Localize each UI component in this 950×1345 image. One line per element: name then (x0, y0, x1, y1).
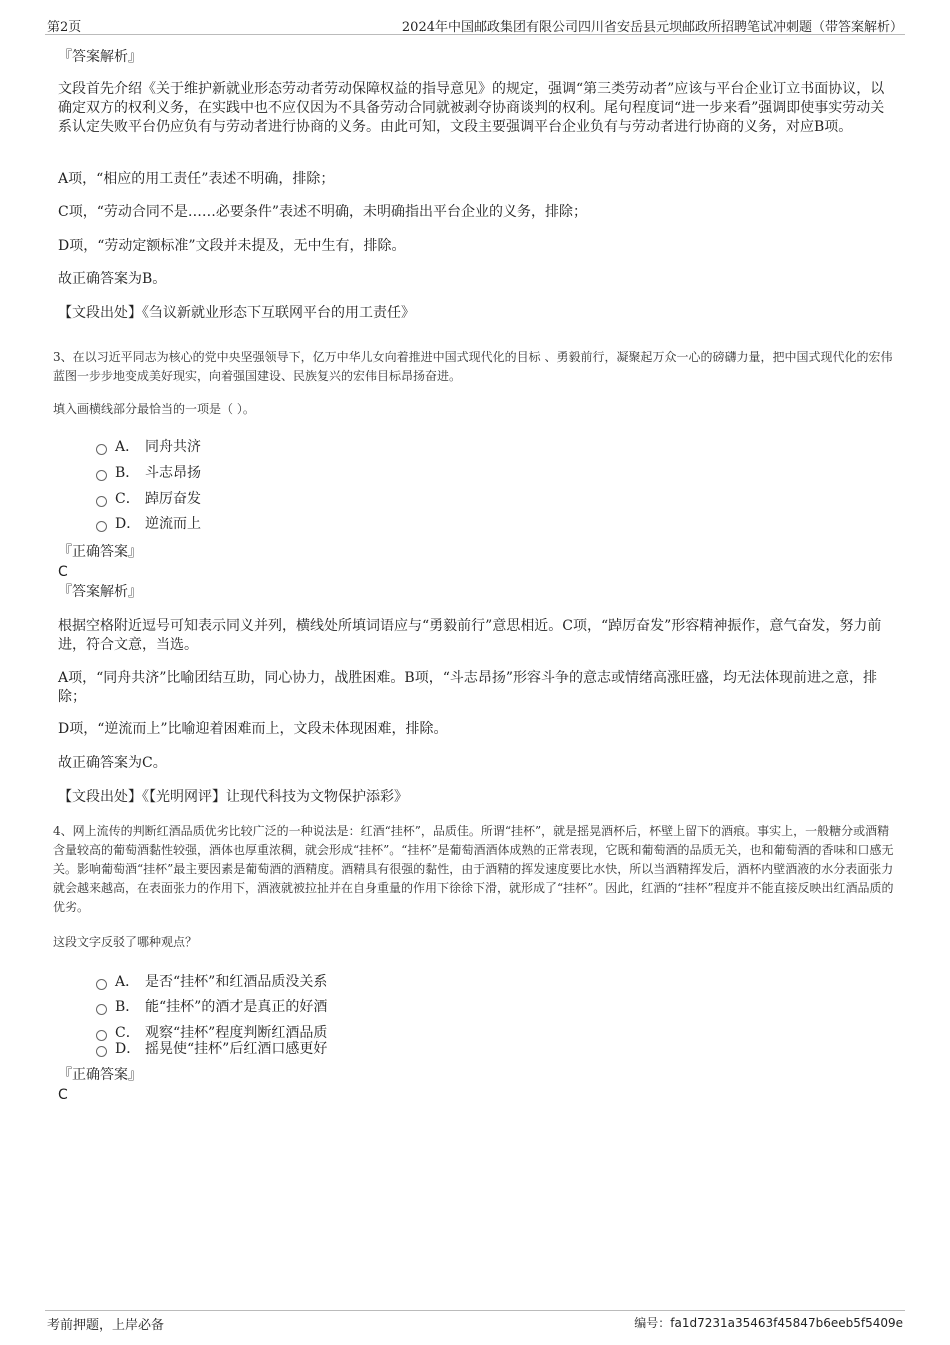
q3-conclusion: 故正确答案为C。 (58, 755, 167, 771)
q3-analysis-options-ab: A项，“同舟共济”比喻团结互助，同心协力，战胜困难。B项，“斗志昂扬”形容斗争的意志或情绪高涨旺盛，均无法体现前进之意，排除； (58, 670, 878, 705)
q3-answer-label: 『正确答案』 (58, 544, 142, 560)
footer-slogan: 考前押题，上岸必备 (47, 1318, 165, 1333)
q3-option-d[interactable]: D． 逆流而上 (96, 514, 201, 534)
q4-option-b[interactable]: B． 能“挂杯”的酒才是真正的好酒 (96, 997, 327, 1017)
q3-stem: 3、在以习近平同志为核心的党中央坚强领导下，亿万中华儿女向着推进中国式现代化的目标 、勇毅前行，凝聚起万众一心的磅礴力量，把中国式现代化的宏伟蓝图一步步地变成美好现实，向着强国建设、民族复兴的宏伟目标昂扬奋进。 (53, 350, 893, 383)
q2-analysis-option-a: A项，“相应的用工责任”表述不明确，排除； (58, 171, 335, 187)
radio-icon[interactable] (96, 444, 107, 455)
document-code: 编号：fa1d7231a35463f45847b6eeb5f5409e (634, 1316, 903, 1330)
q3-question: 填入画横线部分最恰当的一项是（ ）。 (53, 402, 255, 416)
q4-option-c[interactable]: C． 观察“挂杯”程度判断红酒品质 (96, 1023, 327, 1043)
radio-icon[interactable] (96, 979, 107, 990)
q3-option-b[interactable]: B． 斗志昂扬 (96, 463, 201, 483)
radio-icon[interactable] (96, 1046, 107, 1057)
radio-icon[interactable] (96, 470, 107, 481)
q2-analysis-label: 『答案解析』 (58, 49, 142, 65)
q4-answer-label: 『正确答案』 (58, 1067, 142, 1083)
q4-answer: C (58, 1087, 68, 1103)
q2-source: 【文段出处】《刍议新就业形态下互联网平台的用工责任》 (58, 305, 415, 321)
q2-analysis-option-d: D项，“劳动定额标准”文段并未提及，无中生有，排除。 (58, 238, 406, 254)
q3-option-c[interactable]: C． 踔厉奋发 (96, 489, 201, 509)
q3-option-a[interactable]: A． 同舟共济 (96, 437, 201, 457)
q4-stem: 4、网上流传的判断红酒品质优劣比较广泛的一种说法是：红酒“挂杯”，品质佳。所谓“挂杯”，就是摇晃酒杯后，杯壁上留下的酒痕。事实上，一般糖分或酒精含量较高的葡萄酒黏性较强，酒体也厚重浓稠，就会形成“挂杯”。“挂杯”是葡萄酒酒体成熟的正常表现，它既和葡萄酒的品质无关，也和葡萄酒的香味和口感无关。影响葡萄酒“挂杯”最主要因素是葡萄酒的酒精度。酒精具有很强的黏性，由于酒精的挥发速度要比水快，所以当酒精挥发后，酒杯内壁酒液的水分表面张力就会越来越高，在表面张力的作用下，酒液就被拉扯并在自身重量的作用下徐徐下滑，就形成了“挂杯”。因此，红酒的“挂杯”程度并不能直接反映出红酒品质的优劣。 (53, 824, 894, 914)
document-title: 2024年中国邮政集团有限公司四川省安岳县元坝邮政所招聘笔试冲刺题（带答案解析） (401, 20, 903, 35)
radio-icon[interactable] (96, 496, 107, 507)
q4-option-d[interactable]: D． 摇晃使“挂杯”后红酒口感更好 (96, 1039, 327, 1059)
q2-conclusion: 故正确答案为B。 (58, 271, 167, 287)
q4-question: 这段文字反驳了哪种观点？ (53, 935, 198, 949)
q2-analysis-paragraph: 文段首先介绍《关于维护新就业形态劳动者劳动保障权益的指导意见》的规定，强调“第三类劳动者”应该与平台企业订立书面协议，以确定双方的权利义务，在实践中也不应仅因为不具备劳动合同就被剥夺协商谈判的权利。尾句程度词“进一步来看”强调即使事实劳动关系认定失败平台仍应负有与劳动者进行协商的义务。由此可知，文段主要强调平台企业负有与劳动者进行协商的义务，对应B项。 (58, 81, 885, 135)
page-number: 第2页 (47, 20, 82, 35)
radio-icon[interactable] (96, 1004, 107, 1015)
page-header (45, 14, 905, 35)
q4-option-a[interactable]: A． 是否“挂杯”和红酒品质没关系 (96, 972, 327, 992)
q3-analysis-option-d: D项，“逆流而上”比喻迎着困难而上，文段未体现困难，排除。 (58, 721, 448, 737)
q3-analysis-paragraph: 根据空格附近逗号可知表示同义并列，横线处所填词语应与“勇毅前行”意思相近。C项，“踔厉奋发”形容精神振作，意气奋发，努力前进，符合文意，当选。 (58, 618, 882, 653)
q3-answer: C (58, 564, 68, 580)
q3-source: 【文段出处】《【光明网评】让现代科技为文物保护添彩》 (58, 789, 408, 805)
page-footer (45, 1310, 905, 1331)
q2-analysis-option-c: C项，“劳动合同不是……必要条件”表述不明确，未明确指出平台企业的义务，排除； (58, 204, 588, 220)
q3-analysis-label: 『答案解析』 (58, 584, 142, 600)
radio-icon[interactable] (96, 521, 107, 532)
